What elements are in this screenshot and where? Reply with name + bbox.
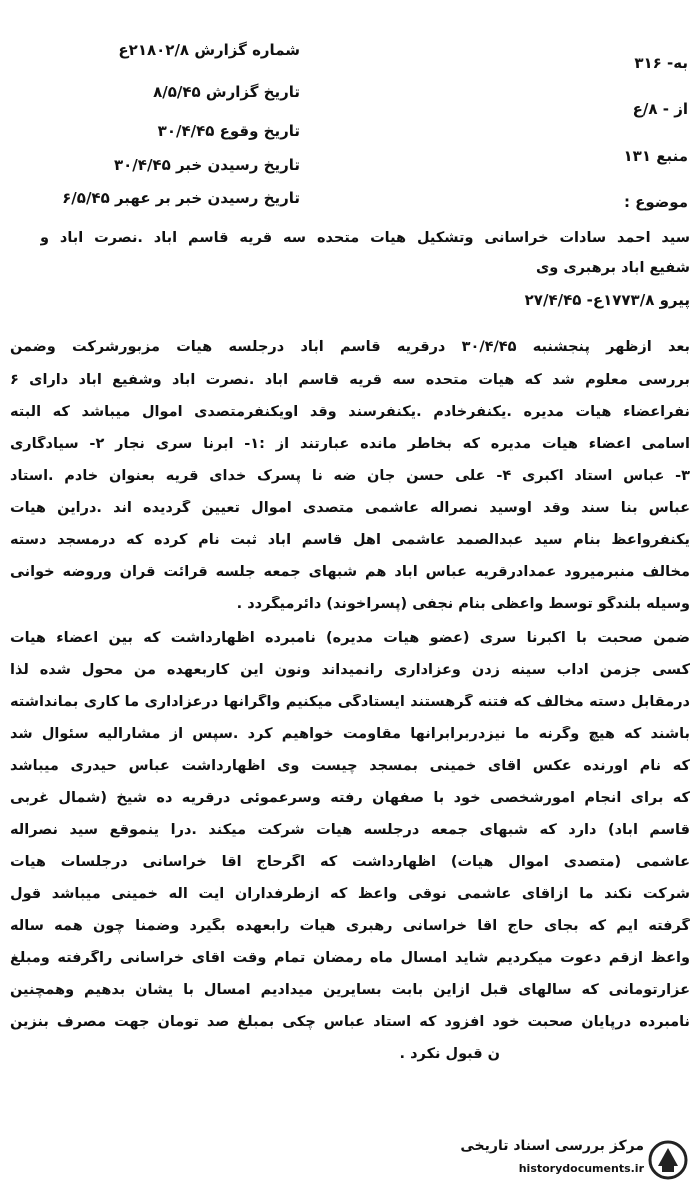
news-received-date: تاریخ رسیدن خبر ۳۰/۴/۴۵ — [114, 156, 300, 174]
body-line: وسیله بلندگو توسط واعظی بنام نجفی (پسرآخوند) دائرمیگردد . — [236, 596, 690, 612]
body-line: اسامی اعضاء هیات مدیره که بخاطر مانده عبارتند از :۱- ابرنا سری نجار ۲- سیادگاری — [10, 436, 690, 452]
subject-line-2: شفیع آباد برهبری وی — [535, 260, 690, 276]
body-line: عباس بنا سند وقد اوسید نصراله عاشمی متصدی اموال تعیین گردیده اند .دراین هیات — [10, 500, 690, 516]
body-line: که نام آورنده عکس آقای خمینی بمسجد چیست وی اظهارداشت عباس حیدری میباشد — [10, 758, 690, 774]
archive-emblem-icon — [648, 1140, 688, 1180]
body-line: کسی جزمن آداب سینه زدن وعزاداری رانمیداند ونون این کاربعهده من محول شده لذا — [10, 662, 690, 678]
news-received-by-head-date: تاریخ رسیدن خبر بر عهبر ۶/۵/۴۵ — [62, 189, 300, 207]
body-line: باشند که هیچ وگرنه ما نیزدربرابرآنها مقاومت خواهیم کرد .سپس از مشارالیه سئوال شد — [10, 726, 690, 742]
report-number: شماره گزارش ۲۱۸۰۲/۸ع — [118, 41, 300, 59]
body-line: درمقابل دسته مخالف که فتنه گرهستند ایستادگی میکنیم واگرآنها درعزاداری ما کاری بمانداشته — [10, 694, 690, 710]
body-line: بعد ازظهر پنجشنبه ۳۰/۴/۴۵ درقریه قاسم آباد درجلسه هیات مزبورشرکت وضمن — [10, 339, 690, 355]
body-line: مخالف منبرمیرود عمدادرقریه عباس آباد هم شبهای جمعه جلسه قرائت قرآن وروضه خوانی — [10, 564, 690, 580]
body-line: یکنفرواعظ بنام سید عبدالصمد عاشمی اهل قاسم آباد ثبت نام کرده که درمسجد دسته — [10, 532, 690, 548]
letter-source: منبع ۱۳۱ — [623, 147, 688, 165]
body-line: عزارتومانی که سالهای قبل ازاین بابت بسایرین میدادیم امسال با یشان بدهیم وهمچنین — [10, 982, 690, 998]
report-date: تاریخ گزارش ۸/۵/۴۵ — [153, 83, 300, 101]
body-line: بررسی معلوم شد که هیات متحده سه قریه قاسم آباد .نصرت آباد وشفیع آباد دارای ۶ — [10, 372, 690, 388]
watermark-url: historydocuments.ir — [518, 1162, 644, 1175]
body-line: نفراعضاء هیات مدیره .یکنفرخادم .یکنفرسند وقد اویکنفرمتصدی اموال میباشد که البته — [10, 404, 690, 420]
body-line: ۳- عباس استاد اکبری ۴- علی حسن جان ضه نا پسرک خدای قریه بعنوان خادم .استاد — [10, 468, 690, 484]
body-line: که برای انجام امورشخصی خود با صفهان رفته وسرعموئی درقریه ده شیخ (شمال غربی — [10, 790, 690, 806]
body-line: ضمن صحبت با اکبرنا سری (عضو هیات مدیره) نامبرده اظهارداشت که بین اعضاء هیات — [10, 630, 690, 646]
body-line: عاشمی (متصدی اموال هیات) اظهارداشت که اگرحاج آقا خراسانی درجلسات هیات — [10, 854, 690, 870]
body-line: ن قبول نکرد . — [399, 1046, 500, 1062]
reference-line: پیرو ۱۷۷۳/۸ع- ۲۷/۴/۴۵ — [524, 291, 690, 309]
watermark-logo — [420, 1138, 692, 1184]
body-line: گرفته ایم که بجای حاج آقا خراسانی رهبری هیات رابعهده بگیرد وضمنا چون همه ساله — [10, 918, 690, 934]
watermark-name: مرکز بررسی اسناد تاریخی — [460, 1138, 644, 1154]
body-line: قاسم آباد) دارد که شبهای جمعه درجلسه هیات شرکت میکند .درا ینموقع سید نصراله — [10, 822, 690, 838]
subject-line-1: سید احمد سادات خراسانی وتشکیل هیات متحده سه قریه قاسم آباد .نصرت آباد و — [40, 230, 690, 246]
event-date: تاریخ وقوع ۳۰/۴/۴۵ — [157, 122, 300, 140]
body-line: نامبرده درپایان صحبت خود افزود که استاد عباس چکی بمبلغ صد تومان جهت مصرف بنزین — [10, 1014, 690, 1030]
body-line: شرکت نکند ما ازآقای عاشمی نوقی واعظ که ازطرفداران آیت اله خمینی میباشد قول — [10, 886, 690, 902]
body-line: واعظ ازقم دعوت میکردیم شاید امسال ماه رمضان تمام وقت آقای خراسانی راگرفته ومبلغ — [10, 950, 690, 966]
letter-number: به- ۳۱۶ — [634, 54, 688, 72]
letter-from: از - ۸/ع — [632, 100, 688, 118]
subject-label: موضوع : — [623, 193, 688, 211]
